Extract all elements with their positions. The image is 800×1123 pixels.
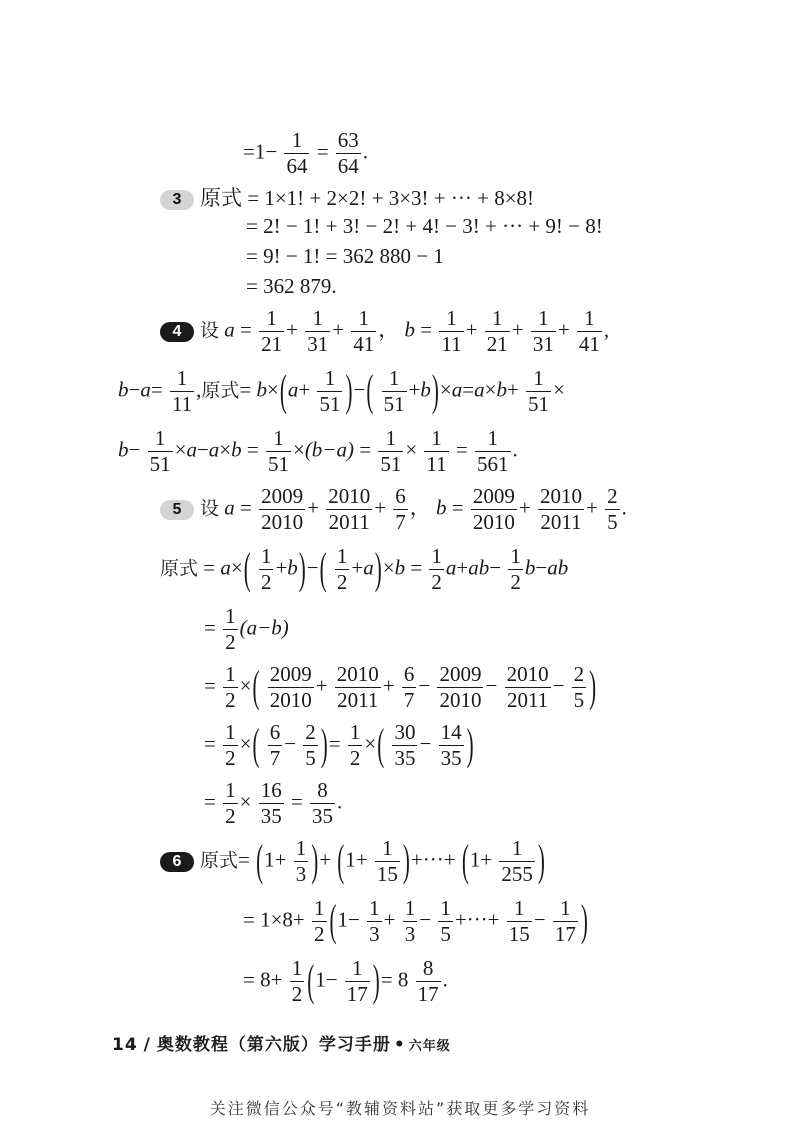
solution-5-line-3: = $\frac{1}{2}$ (a−b): [204, 604, 289, 654]
fraction: $\frac{1}{41}$: [353, 306, 375, 356]
solution-number-badge: 6: [160, 852, 194, 872]
solution-6-line-1: 6 原式= (1+ $\frac{1}{3}$ )+ (1+ $\frac{1}{15}$ )+···+ (1+ $\frac{1}{255}$ ): [160, 836, 546, 887]
fraction: $\frac{2}{5}$: [305, 720, 316, 770]
fraction: $\frac{2009}{2010}$: [439, 662, 482, 712]
solution-2-final-line: =1− $\frac{1}{64}$ = $\frac{63}{64}$ .: [243, 128, 369, 178]
fraction: $\frac{1}{17}$: [346, 956, 368, 1006]
fraction: $\frac{6}{7}$: [403, 662, 415, 712]
fraction: $\frac{1}{21}$: [486, 306, 508, 356]
fraction: $\frac{1}{2}$: [260, 544, 272, 594]
fraction: $\frac{2009}{2010}$: [472, 484, 515, 534]
fraction: $\frac{1}{3}$: [404, 896, 416, 946]
fraction: $\frac{1}{21}$: [261, 306, 283, 356]
fraction: $\frac{1}{2}$: [225, 662, 236, 712]
fraction: $\frac{1}{17}$: [554, 896, 576, 946]
fraction: $\frac{1}{3}$: [369, 896, 380, 946]
solution-6-line-3: = 8+ $\frac{1}{2}$ (1− $\frac{1}{17}$ )= 8 $\frac{8}{17}$ .: [243, 955, 448, 1006]
fraction: $\frac{8}{35}$: [312, 778, 334, 828]
fraction: $\frac{6}{7}$: [269, 720, 281, 770]
solution-3-line-3: = 9! − 1! = 362 880 − 1: [246, 244, 444, 268]
fraction: $\frac{1}{51}$: [149, 426, 171, 476]
fraction: $\frac{2}{5}$: [573, 662, 585, 712]
fraction: $\frac{6}{7}$: [395, 484, 406, 534]
fraction: $\frac{1}{11}$: [441, 306, 462, 356]
fraction: $\frac{1}{2}$: [225, 720, 236, 770]
solution-5-line-4: = $\frac{1}{2}$ ×( $\frac{2009}{2010}$ + $\frac{2010}{2011}$ + $\frac{6}{7}$ − $\frac{2009}{2010}$ − $\frac{2010}{2011}$ − $\frac{2}{5}$ ): [204, 661, 597, 712]
fraction: $\frac{1}{15}$: [376, 836, 398, 886]
fraction: $\frac{1}{3}$: [295, 836, 307, 886]
fraction: $\frac{63}{64}$: [337, 128, 359, 178]
solution-number-badge: 4: [160, 322, 194, 342]
solution-4-line-2: b−a= $\frac{1}{11}$ ,原式= b×(a+ $\frac{1}{51}$ )−( $\frac{1}{51}$ +b)×a=a×b+ $\frac{1}{51}$ ×: [118, 365, 565, 416]
fraction: $\frac{1}{31}$: [532, 306, 554, 356]
fraction: $\frac{1}{51}$: [528, 366, 550, 416]
solution-3-line-2: = 2! − 1! + 3! − 2! + 4! − 3! + ··· + 9! − 8!: [246, 214, 603, 238]
solution-number-badge: 5: [160, 500, 194, 520]
fraction: $\frac{1}{561}$: [477, 426, 509, 476]
fraction: $\frac{2010}{2011}$: [539, 484, 582, 534]
fraction: $\frac{1}{2}$: [510, 544, 521, 594]
fraction: $\frac{14}{35}$: [440, 720, 462, 770]
solution-3-line-4: = 362 879.: [246, 274, 337, 298]
fraction: $\frac{1}{51}$: [319, 366, 341, 416]
page-footer: 14 / 奥数教程（第六版）学习手册 • 六年级: [112, 1035, 451, 1055]
fraction: $\frac{2009}{2010}$: [269, 662, 312, 712]
fraction: $\frac{2010}{2011}$: [336, 662, 379, 712]
fraction: $\frac{2010}{2011}$: [328, 484, 371, 534]
solution-3-line-1: 3 原式 = 1×1! + 2×2! + 3×3! + ··· + 8×8!: [160, 182, 534, 212]
fraction: $\frac{1}{51}$: [267, 426, 289, 476]
fraction: $\frac{1}{51}$: [383, 366, 405, 416]
watermark-text: 关注微信公众号“教辅资料站”获取更多学习资料: [209, 1099, 591, 1118]
fraction: $\frac{30}{35}$: [394, 720, 416, 770]
fraction: $\frac{1}{2}$: [349, 720, 361, 770]
fraction: $\frac{2}{5}$: [607, 484, 618, 534]
fraction: $\frac{1}{11}$: [171, 366, 193, 416]
fraction: $\frac{2009}{2010}$: [261, 484, 304, 534]
page-number: 14: [112, 1035, 138, 1055]
solution-5-line-5: = $\frac{1}{2}$ ×( $\frac{6}{7}$ − $\frac{2}{5}$ )= $\frac{1}{2}$ ×( $\frac{30}{35}$ − $\frac{14}{35}$ ): [204, 719, 474, 770]
book-title: 奥数教程（第六版）学习手册: [156, 1035, 391, 1055]
fraction: $\frac{1}{5}$: [440, 896, 451, 946]
fraction: $\frac{1}{11}$: [426, 426, 447, 476]
fraction: $\frac{8}{17}$: [417, 956, 439, 1006]
fraction: $\frac{16}{35}$: [260, 778, 282, 828]
fraction: $\frac{1}{41}$: [578, 306, 600, 356]
fraction: $\frac{1}{2}$: [291, 956, 303, 1006]
fraction: $\frac{1}{2}$: [225, 778, 236, 828]
solution-4-line-1: 4 设 a = $\frac{1}{21}$ + $\frac{1}{31}$ + $\frac{1}{41}$ ， b = $\frac{1}{11}$ + $\frac{1}{21}$ + $\frac{1}{31}$ + $\frac{1}{41}$ ,: [160, 306, 609, 357]
fraction: $\frac{1}{51}$: [380, 426, 402, 476]
solution-5-line-6: = $\frac{1}{2}$ × $\frac{16}{35}$ = $\frac{8}{35}$ .: [204, 778, 343, 828]
fraction: $\frac{2010}{2011}$: [506, 662, 549, 712]
fraction: $\frac{1}{2}$: [314, 896, 325, 946]
fraction: $\frac{1}{31}$: [307, 306, 329, 356]
fraction: $\frac{1}{2}$: [336, 544, 348, 594]
solution-5-line-2: 原式 = a×( $\frac{1}{2}$ +b)−( $\frac{1}{2}$ +a)×b = $\frac{1}{2}$ a+ab− $\frac{1}{2}$ b−ab: [160, 543, 569, 594]
grade-label: 六年级: [408, 1039, 451, 1054]
fraction: $\frac{1}{2}$: [431, 544, 442, 594]
solution-4-line-3: b− $\frac{1}{51}$ ×a−a×b = $\frac{1}{51}$ ×(b−a) = $\frac{1}{51}$ × $\frac{1}{11}$ = $\frac{1}{561}$ .: [118, 426, 518, 476]
solution-5-line-1: 5 设 a = $\frac{2009}{2010}$ + $\frac{2010}{2011}$ + $\frac{6}{7}$ ， b = $\frac{2009}{2010}$ + $\frac{2010}{2011}$ + $\frac{2}{5}$ .: [160, 484, 627, 535]
fraction: $\frac{1}{64}$: [286, 128, 308, 178]
fraction: $\frac{1}{15}$: [508, 896, 530, 946]
solution-number-badge: 3: [160, 190, 194, 210]
fraction: $\frac{1}{255}$: [501, 836, 533, 886]
solution-6-line-2: = 1×8+ $\frac{1}{2}$ (1− $\frac{1}{3}$ + $\frac{1}{3}$ − $\frac{1}{5}$ +···+ $\frac{1}{15}$ − $\frac{1}{17}$ ): [243, 895, 588, 946]
fraction: $\frac{1}{2}$: [225, 604, 236, 654]
